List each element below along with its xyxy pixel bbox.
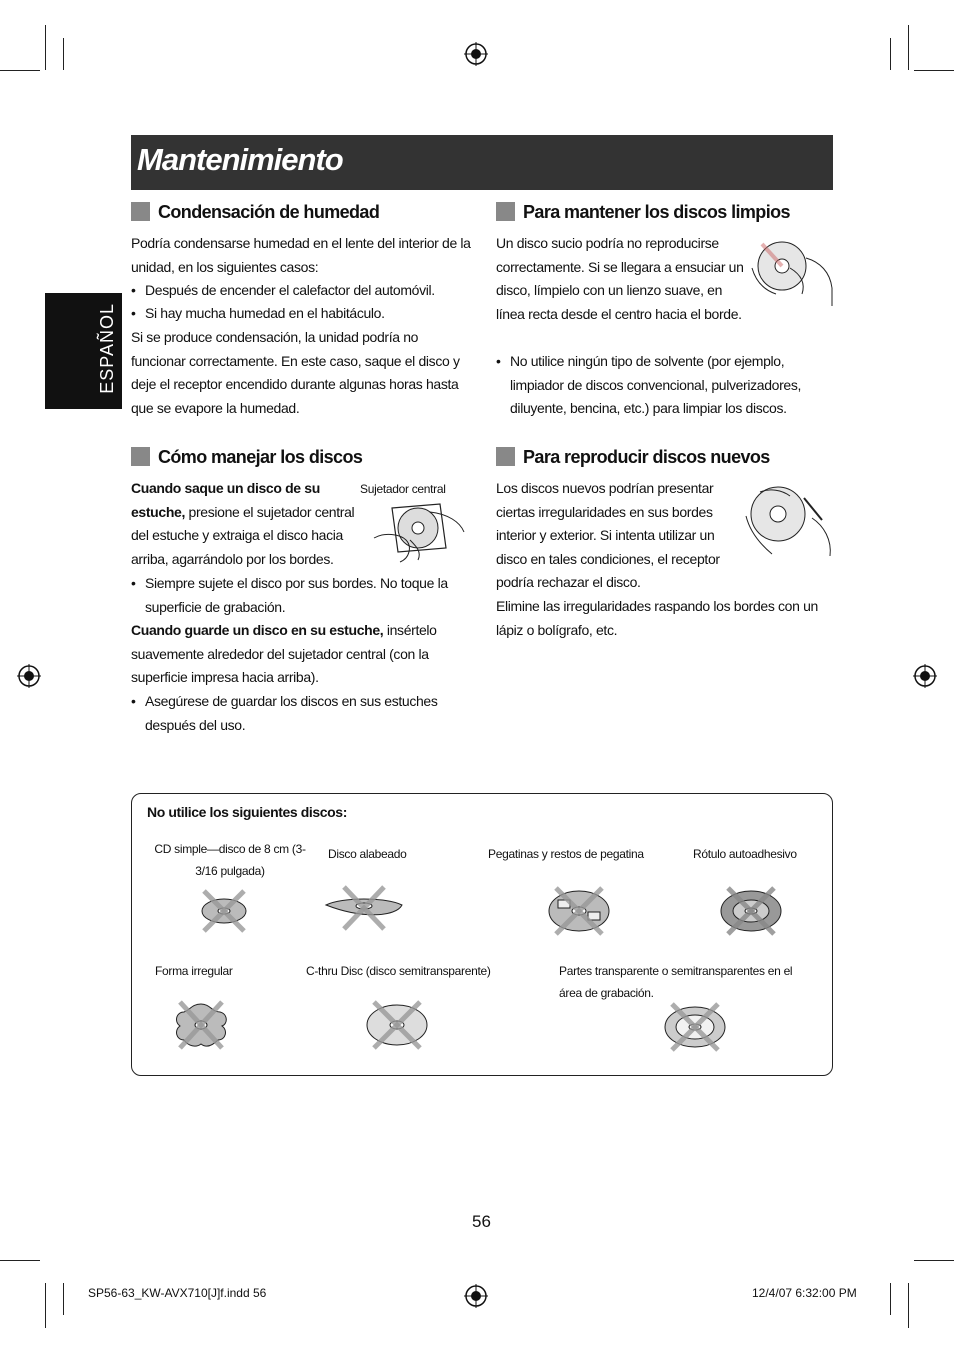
paragraph: Cuando saque un disco de su estuche, presione el sujetador central del estuche y extraiga el disco hacia arriba, agarrándolo por los bordes. — [131, 480, 355, 567]
paragraph: Un disco sucio podría no reproducirse correctamente. Si se llegara a ensuciar un disco, límpielo con un lienzo suave, en línea recta desde el centro hacia el borde. — [496, 235, 744, 322]
crop-mark — [908, 1283, 909, 1328]
disc-scraping-illustration-icon — [742, 484, 836, 560]
section-square-icon — [496, 447, 515, 466]
crop-mark — [0, 70, 40, 71]
warning-box-heading: No utilice los siguientes discos: — [147, 804, 347, 820]
registration-mark-icon — [17, 664, 41, 688]
bullet-item: • Asegúrese de guardar los discos en sus estuches después del uso. — [131, 690, 455, 737]
small-cd-crossed-icon — [200, 888, 248, 934]
page-number: 56 — [472, 1212, 491, 1231]
language-tab — [45, 293, 122, 409]
crop-mark — [45, 1283, 46, 1328]
crop-mark — [63, 38, 64, 70]
section-square-icon — [131, 202, 150, 221]
section-heading-condensacion: Condensación de humedad — [131, 202, 379, 223]
registration-mark-icon — [464, 1284, 488, 1308]
disc-label: Rótulo autoadhesivo — [693, 847, 797, 861]
disc-label: Pegatinas y restos de pegatina — [488, 847, 644, 861]
label-sujetador: Sujetador central — [360, 482, 446, 496]
language-label: ESPAÑOL — [97, 303, 117, 394]
section-heading-manejar: Cómo manejar los discos — [131, 447, 362, 468]
crop-mark — [914, 1260, 954, 1261]
footer-file: SP56-63_KW-AVX710[J]f.indd 56 — [88, 1286, 267, 1300]
paragraph: Elimine las irregularidades raspando los bordes con un lápiz o bolígrafo, etc. — [496, 598, 818, 638]
disc-label: Partes transparente o semitransparentes en el área de grabación. — [559, 964, 793, 1000]
footer-timestamp: 12/4/07 6:32:00 PM — [752, 1286, 857, 1300]
warped-disc-crossed-icon — [322, 885, 406, 933]
crop-mark — [0, 1260, 40, 1261]
section-square-icon — [496, 202, 515, 221]
title-bar — [131, 135, 833, 190]
disc-case-illustration-icon — [370, 500, 466, 570]
crop-mark — [63, 1283, 64, 1315]
disc-cleaning-illustration-icon — [750, 238, 834, 308]
paragraph: Los discos nuevos podrían presentar ciertas irregularidades en sus bordes interior y exterior. Si intenta utilizar un disco en tales condiciones, el receptor podría rechazar el disco. — [496, 480, 720, 590]
section-heading-nuevos: Para reproducir discos nuevos — [496, 447, 770, 468]
cthru-disc-crossed-icon — [364, 1000, 430, 1050]
section-square-icon — [131, 447, 150, 466]
sticker-disc-crossed-icon — [546, 886, 612, 936]
irregular-disc-crossed-icon — [172, 1000, 230, 1050]
crop-mark — [914, 70, 954, 71]
crop-mark — [890, 38, 891, 70]
registration-mark-icon — [913, 664, 937, 688]
bullet-item: • No utilice ningún tipo de solvente (por ejemplo, limpiador de discos convencional, pulverizadores, diluyente, bencina, etc.) para limpiar los discos. — [496, 350, 830, 421]
disc-label: C-thru Disc (disco semitransparente) — [306, 964, 491, 978]
paragraph: Si se produce condensación, la unidad podría no funcionar correctamente. En este caso, saque el disco y deje el receptor encendido durante algunas horas hasta que se evapore la humedad. — [131, 329, 460, 416]
disc-label: CD simple—disco de 8 cm (3-3/16 pulgada) — [154, 842, 306, 878]
crop-mark — [890, 1283, 891, 1315]
paragraph: Podría condensarse humedad en el lente del interior de la unidad, en los siguientes casos: — [131, 235, 471, 275]
bullet-item: • Siempre sujete el disco por sus bordes. No toque la superficie de grabación. — [131, 572, 475, 619]
page-title: Mantenimiento — [137, 142, 343, 177]
bullet-item: • Si hay mucha humedad en el habitáculo. — [131, 302, 475, 326]
registration-mark-icon — [464, 42, 488, 66]
crop-mark — [908, 25, 909, 70]
paragraph: Cuando guarde un disco en su estuche, insértelo suavemente alrededor del sujetador central (con la superficie impresa hacia arriba). — [131, 622, 437, 685]
bullet-item: • Después de encender el calefactor del automóvil. — [131, 279, 475, 303]
disc-label: Forma irregular — [155, 964, 233, 978]
crop-mark — [45, 25, 46, 70]
label-disc-crossed-icon — [718, 886, 784, 936]
section-heading-limpios: Para mantener los discos limpios — [496, 202, 790, 223]
disc-label: Disco alabeado — [328, 847, 407, 861]
transparent-area-disc-crossed-icon — [662, 1002, 728, 1052]
